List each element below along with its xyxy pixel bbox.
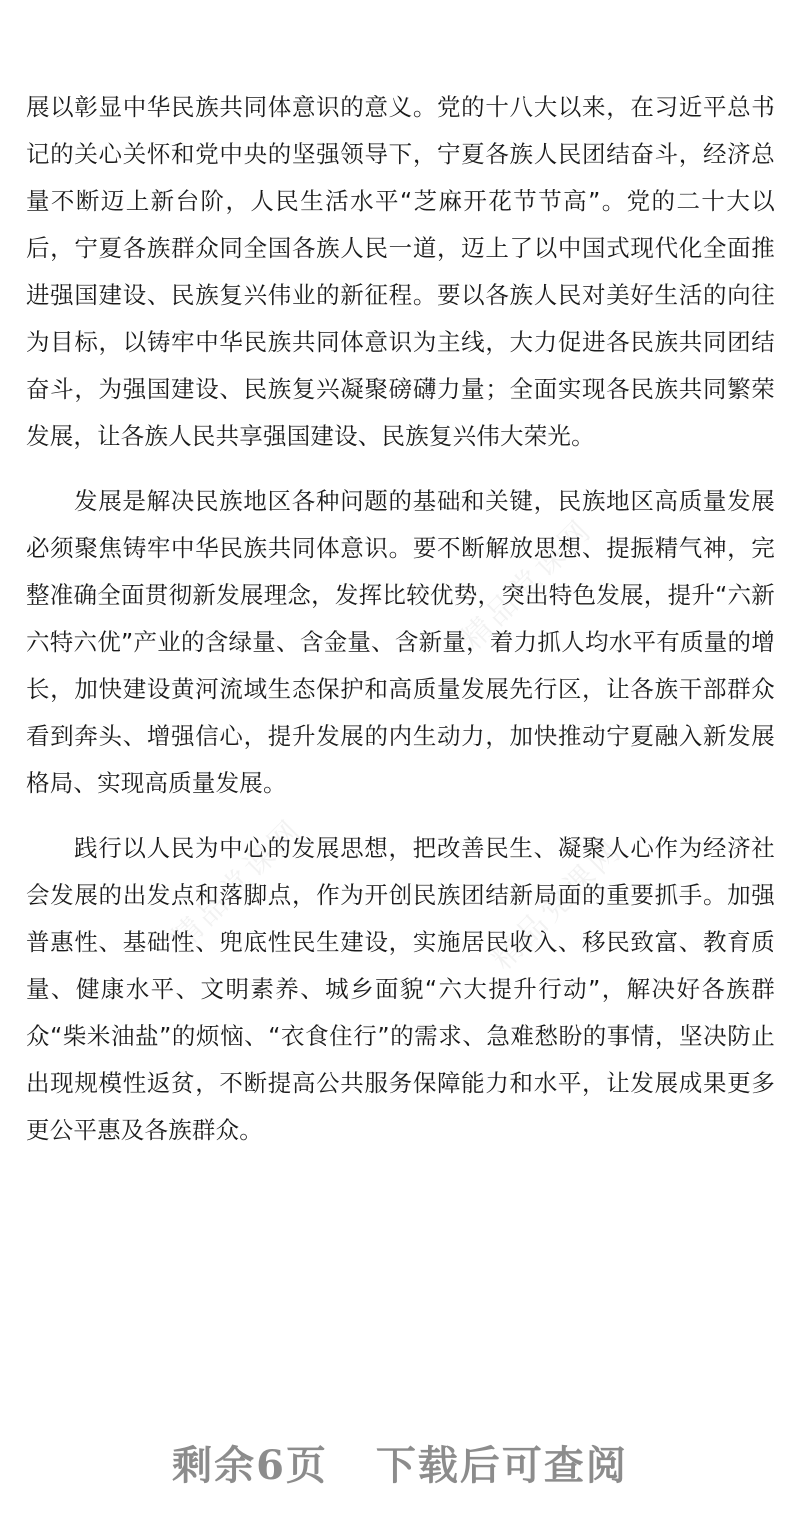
download-hint-text: 下载后可查阅 [375,1441,628,1489]
article-body [26,84,775,1172]
paragraph: 发展是解决民族地区各种问题的基础和关键，民族地区高质量发展必须聚焦铸牢中华民族共同体意识。要不断解放思想、提振精气神，完整准确全面贯彻新发展理念，发挥比较优势，突出特色发展，提升“六新六特六优”产业的含绿量、含金量、含新量，着力抓人均水平有质量的增长，加快建设黄河流域生态保护和高质量发展先行区，让各族干部群众看到奔头、增强信心，提升发展的内生动力，加快推动宁夏融入新发展格局、实现高质量发展。 [26,487,775,797]
paragraph-continued: 展以彰显中华民族共同体意识的意义。党的十八大以来，在习近平总书记的关心关怀和党中央的坚强领导下，宁夏各族人民团结奋斗，经济总量不断迈上新台阶，人民生活水平“芝麻开花节节高”。党的二十大以后，宁夏各族群众同全国各族人民一道，迈上了以中国式现代化全面推进强国建设、民族复兴伟业的新征程。要以各族人民对美好生活的向往为目标，以铸牢中华民族共同体意识为主线，大力促进各民族共同团结奋斗，为强国建设、民族复兴凝聚磅礴力量；全面实现各民族共同繁荣发展，让各族人民共享强国建设、民族复兴伟大荣光。 [26,93,775,450]
remaining-pages-text: 剩余6页 [172,1441,328,1489]
paragraph: 践行以人民为中心的发展思想，把改善民生、凝聚人心作为经济社会发展的出发点和落脚点，作为开创民族团结新局面的重要抓手。加强普惠性、基础性、兜底性民生建设，实施居民收入、移民致富、教育质量、健康水平、文明素养、城乡面貌“六大提升行动”，解决好各族群众“柴米油盐”的烦恼、“衣食住行”的需求、急难愁盼的事情，坚决防止出现规模性返贫，不断提高公共服务保障能力和水平，让发展成果更多更公平惠及各族群众。 [26,834,775,1144]
watermark: 精品党课网 [454,511,600,657]
watermark: 精品党课网 [484,831,630,977]
download-banner[interactable] [0,1432,800,1492]
watermark: 精品党课网 [164,811,310,957]
